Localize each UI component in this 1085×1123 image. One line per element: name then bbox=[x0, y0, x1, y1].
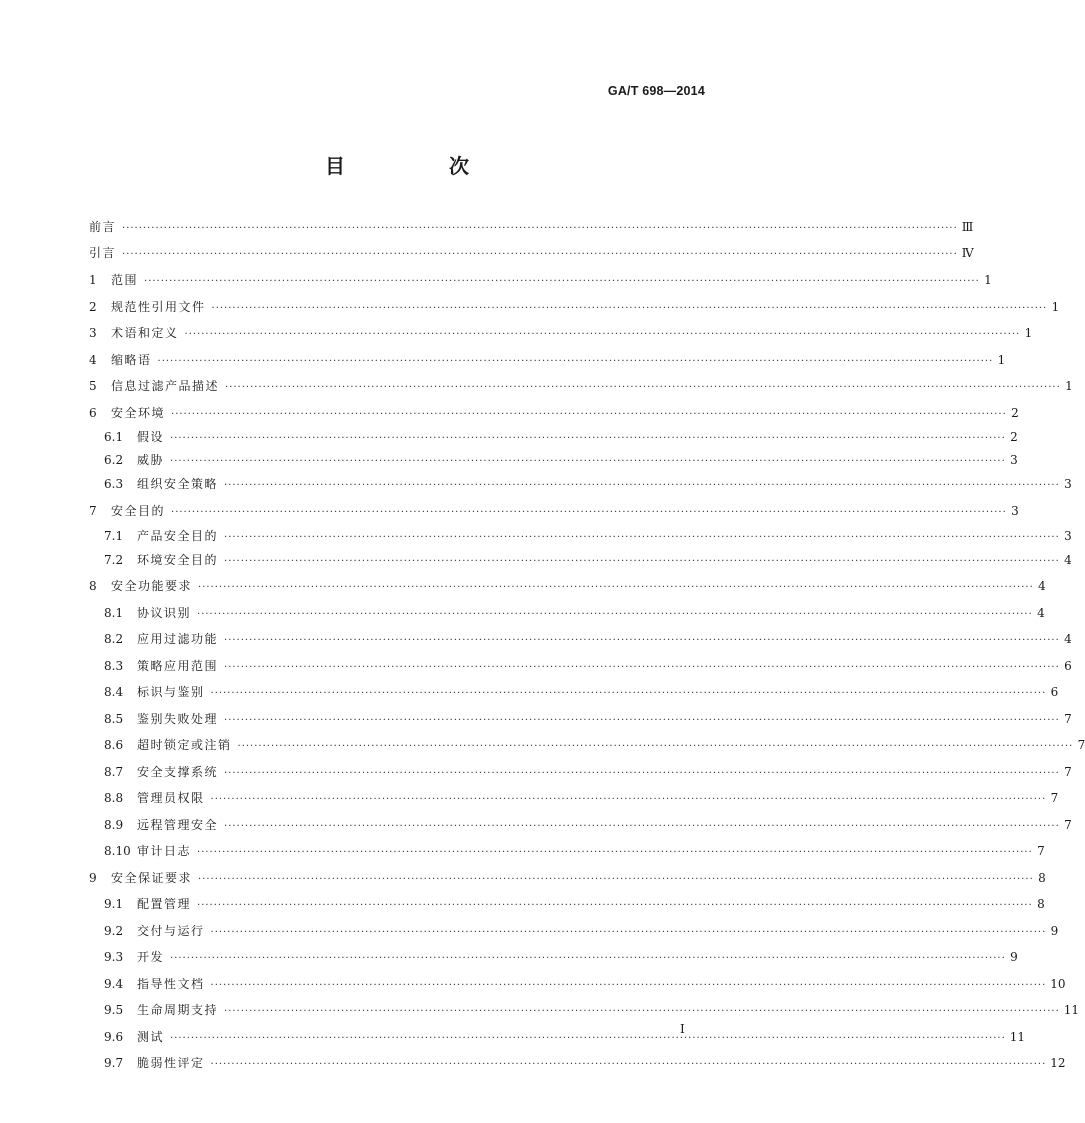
toc-entry[interactable] bbox=[89, 737, 1085, 755]
toc-leader-dots: ········································································································································································································ bbox=[224, 532, 1060, 543]
toc-entry[interactable] bbox=[89, 711, 1072, 729]
toc-entry-number: 9.5 bbox=[104, 1003, 124, 1017]
toc-entry-label: 范围 bbox=[111, 273, 139, 287]
toc-entry-number: 6 bbox=[89, 406, 97, 420]
toc-entry-label: 缩略语 bbox=[111, 353, 152, 367]
toc-entry-number: 7.1 bbox=[104, 529, 124, 543]
toc-entry-label: 前言 bbox=[89, 220, 117, 234]
toc-leader-dots: ········································································································································································································ bbox=[225, 382, 1061, 393]
toc-entry-page: 4 bbox=[1064, 553, 1072, 567]
toc-entry[interactable] bbox=[89, 352, 1006, 370]
toc-entry-label: 超时锁定或注销 bbox=[137, 738, 232, 752]
toc-leader-dots: ········································································································································································································ bbox=[197, 609, 1033, 620]
toc-leader-dots: ········································································································································································································ bbox=[170, 953, 1006, 964]
toc-leader-dots: ········································································································································································································ bbox=[210, 1059, 1047, 1070]
toc-entry-number: 8.2 bbox=[104, 632, 124, 646]
toc-entry-page: 7 bbox=[1064, 712, 1072, 726]
toc-leader-dots: ········································································································································································································ bbox=[170, 433, 1006, 444]
toc-leader-dots: ········································································································································································································ bbox=[210, 927, 1047, 938]
toc-entry[interactable] bbox=[89, 870, 1046, 888]
toc-entry-label: 威胁 bbox=[137, 453, 165, 467]
toc-entry-label: 指导性文档 bbox=[137, 977, 205, 991]
toc-entry-label: 测试 bbox=[137, 1030, 165, 1044]
toc-entry[interactable] bbox=[89, 503, 1019, 521]
toc-entry[interactable] bbox=[89, 790, 1059, 808]
toc-entry[interactable] bbox=[89, 245, 974, 263]
toc-entry[interactable] bbox=[89, 578, 1046, 596]
toc-entry-page: 1 bbox=[1065, 379, 1073, 393]
toc-entry-number: 8.4 bbox=[104, 685, 124, 699]
toc-entry-label: 规范性引用文件 bbox=[111, 300, 206, 314]
toc-entry-page: 1 bbox=[997, 353, 1006, 367]
toc-entry-number: 9.1 bbox=[104, 897, 124, 911]
toc-entry-page: 8 bbox=[1038, 871, 1046, 885]
toc-entry-number: 9.7 bbox=[104, 1056, 124, 1070]
toc-entry-number: 5 bbox=[89, 379, 97, 393]
toc-entry-number: 8 bbox=[89, 579, 97, 593]
toc-entry[interactable] bbox=[89, 605, 1045, 623]
toc-entry[interactable] bbox=[89, 843, 1045, 861]
toc-entry-number: 8.10 bbox=[104, 844, 131, 858]
toc-leader-dots: ········································································································································································································ bbox=[224, 821, 1060, 832]
toc-entry-page: 1 bbox=[1051, 300, 1060, 314]
toc-leader-dots: ········································································································································································································ bbox=[198, 874, 1034, 885]
toc-entry[interactable] bbox=[89, 272, 992, 290]
toc-entry-number: 6.3 bbox=[104, 477, 124, 491]
standard-code: GA/T 698—2014 bbox=[607, 84, 705, 98]
toc-entry-number: 1 bbox=[89, 273, 97, 287]
toc-entry[interactable] bbox=[89, 405, 1019, 423]
toc-entry-page: Ⅳ bbox=[961, 246, 974, 260]
toc-entry[interactable] bbox=[89, 1002, 1080, 1020]
toc-entry-page: 11 bbox=[1009, 1030, 1026, 1044]
toc-entry-page: 3 bbox=[1064, 529, 1072, 543]
toc-leader-dots: ········································································································································································································ bbox=[184, 329, 1021, 340]
toc-entry-page: 7 bbox=[1064, 818, 1072, 832]
toc-leader-dots: ········································································································································································································ bbox=[237, 741, 1074, 752]
toc-entry-number: 9.3 bbox=[104, 950, 124, 964]
toc-entry[interactable] bbox=[89, 1029, 1026, 1047]
toc-entry-label: 术语和定义 bbox=[111, 326, 179, 340]
toc-entry[interactable] bbox=[89, 976, 1066, 994]
toc-entry-page: 9 bbox=[1050, 924, 1059, 938]
toc-entry-page: 8 bbox=[1037, 897, 1045, 911]
toc-entry[interactable] bbox=[89, 476, 1072, 494]
toc-entry-label: 产品安全目的 bbox=[137, 529, 219, 543]
toc-entry-number: 7 bbox=[89, 504, 97, 518]
toc-leader-dots: ········································································································································································································ bbox=[224, 1006, 1060, 1017]
toc-entry-number: 9.2 bbox=[104, 924, 124, 938]
toc-entry[interactable] bbox=[89, 923, 1059, 941]
toc-entry[interactable] bbox=[89, 631, 1072, 649]
toc-entry[interactable] bbox=[89, 552, 1072, 570]
toc-entry-number: 8.5 bbox=[104, 712, 124, 726]
table-of-contents bbox=[89, 219, 1085, 1073]
toc-leader-dots: ········································································································································································································ bbox=[210, 688, 1047, 699]
toc-entry[interactable] bbox=[89, 378, 1073, 396]
toc-leader-dots: ········································································································································································································ bbox=[198, 582, 1034, 593]
toc-leader-dots: ········································································································································································································ bbox=[224, 480, 1060, 491]
toc-entry-label: 假设 bbox=[137, 430, 165, 444]
toc-leader-dots: ········································································································································································································ bbox=[224, 768, 1060, 779]
toc-entry-page: 6 bbox=[1050, 685, 1059, 699]
toc-entry-label: 标识与鉴别 bbox=[137, 685, 205, 699]
toc-entry-label: 应用过滤功能 bbox=[137, 632, 219, 646]
toc-leader-dots: ········································································································································································································ bbox=[224, 635, 1060, 646]
toc-entry[interactable] bbox=[89, 896, 1045, 914]
toc-entry[interactable] bbox=[89, 684, 1059, 702]
toc-entry-page: 7 bbox=[1077, 738, 1085, 752]
toc-leader-dots: ········································································································································································································ bbox=[170, 456, 1006, 467]
toc-entry-label: 鉴别失败处理 bbox=[137, 712, 219, 726]
toc-entry-label: 脆弱性评定 bbox=[137, 1056, 205, 1070]
toc-entry-number: 8.1 bbox=[104, 606, 124, 620]
toc-entry-label: 协议识别 bbox=[137, 606, 192, 620]
toc-entry[interactable] bbox=[89, 817, 1072, 835]
toc-entry[interactable] bbox=[89, 528, 1072, 546]
toc-entry-number: 8.6 bbox=[104, 738, 124, 752]
toc-entry-number: 9.4 bbox=[104, 977, 124, 991]
toc-entry-page: 10 bbox=[1050, 977, 1066, 991]
toc-entry-page: 4 bbox=[1064, 632, 1072, 646]
toc-entry-label: 策略应用范围 bbox=[137, 659, 219, 673]
toc-entry-label: 信息过滤产品描述 bbox=[111, 379, 220, 393]
toc-entry-number: 9.6 bbox=[104, 1030, 124, 1044]
toc-entry-label: 管理员权限 bbox=[137, 791, 205, 805]
toc-leader-dots: ········································································································································································································ bbox=[122, 223, 958, 234]
toc-entry-page: 7 bbox=[1050, 791, 1059, 805]
toc-entry[interactable] bbox=[89, 949, 1018, 967]
toc-entry-number: 8.9 bbox=[104, 818, 124, 832]
toc-entry[interactable] bbox=[89, 452, 1018, 470]
toc-entry-page: 3 bbox=[1064, 477, 1072, 491]
toc-entry-page: 7 bbox=[1037, 844, 1045, 858]
toc-entry-number: 8.8 bbox=[104, 791, 124, 805]
toc-entry-number: 8.7 bbox=[104, 765, 124, 779]
toc-entry-label: 组织安全策略 bbox=[137, 477, 219, 491]
page-number: I bbox=[680, 1022, 685, 1036]
toc-entry-page: 7 bbox=[1064, 765, 1072, 779]
toc-entry-page: 9 bbox=[1010, 950, 1018, 964]
toc-entry-label: 环境安全目的 bbox=[137, 553, 219, 567]
toc-entry[interactable] bbox=[89, 429, 1018, 447]
toc-leader-dots: ········································································································································································································ bbox=[224, 715, 1060, 726]
toc-entry-label: 安全目的 bbox=[111, 504, 166, 518]
toc-leader-dots: ········································································································································································································ bbox=[197, 900, 1033, 911]
toc-entry-label: 引言 bbox=[89, 246, 117, 260]
toc-entry-label: 安全功能要求 bbox=[111, 579, 193, 593]
toc-entry-label: 生命周期支持 bbox=[137, 1003, 219, 1017]
toc-entry-page: 4 bbox=[1037, 606, 1045, 620]
toc-entry-page: 1 bbox=[984, 273, 992, 287]
toc-entry-label: 审计日志 bbox=[137, 844, 192, 858]
toc-entry-label: 交付与运行 bbox=[137, 924, 205, 938]
toc-entry-page: 12 bbox=[1050, 1056, 1066, 1070]
toc-entry-page: 11 bbox=[1063, 1003, 1080, 1017]
toc-entry-label: 开发 bbox=[137, 950, 165, 964]
toc-entry[interactable] bbox=[89, 658, 1072, 676]
toc-leader-dots: ········································································································································································································ bbox=[144, 276, 980, 287]
toc-entry-page: 3 bbox=[1010, 453, 1018, 467]
toc-entry-label: 安全支撑系统 bbox=[137, 765, 219, 779]
toc-entry[interactable] bbox=[89, 219, 974, 237]
toc-entry-page: Ⅲ bbox=[961, 220, 974, 234]
toc-entry-page: 2 bbox=[1010, 430, 1018, 444]
toc-entry[interactable] bbox=[89, 1055, 1066, 1073]
toc-entry-label: 安全保证要求 bbox=[111, 871, 193, 885]
toc-leader-dots: ········································································································································································································ bbox=[157, 356, 994, 367]
toc-entry-number: 9 bbox=[89, 871, 97, 885]
toc-entry-number: 4 bbox=[89, 353, 97, 367]
toc-leader-dots: ········································································································································································································ bbox=[211, 303, 1048, 314]
toc-entry-number: 3 bbox=[89, 326, 97, 340]
toc-entry-page: 6 bbox=[1064, 659, 1072, 673]
toc-leader-dots: ········································································································································································································ bbox=[210, 794, 1047, 805]
toc-entry-number: 6.2 bbox=[104, 453, 124, 467]
toc-entry-page: 4 bbox=[1038, 579, 1046, 593]
toc-leader-dots: ········································································································································································································ bbox=[122, 249, 958, 260]
toc-leader-dots: ········································································································································································································ bbox=[224, 556, 1060, 567]
toc-leader-dots: ········································································································································································································ bbox=[197, 847, 1033, 858]
toc-leader-dots: ········································································································································································································ bbox=[224, 662, 1060, 673]
toc-entry-number: 6.1 bbox=[104, 430, 124, 444]
toc-entry-number: 8.3 bbox=[104, 659, 124, 673]
toc-entry-page: 1 bbox=[1024, 326, 1033, 340]
toc-entry[interactable] bbox=[89, 299, 1060, 317]
page-title: 目 次 bbox=[325, 154, 511, 178]
toc-leader-dots: ········································································································································································································ bbox=[210, 980, 1047, 991]
toc-leader-dots: ········································································································································································································ bbox=[170, 1033, 1006, 1044]
toc-entry[interactable] bbox=[89, 325, 1033, 343]
toc-entry-label: 配置管理 bbox=[137, 897, 192, 911]
toc-entry-page: 3 bbox=[1011, 504, 1019, 518]
toc-entry-label: 安全环境 bbox=[111, 406, 166, 420]
toc-leader-dots: ········································································································································································································ bbox=[171, 409, 1007, 420]
toc-entry-number: 7.2 bbox=[104, 553, 124, 567]
toc-entry[interactable] bbox=[89, 764, 1072, 782]
toc-entry-label: 远程管理安全 bbox=[137, 818, 219, 832]
toc-leader-dots: ········································································································································································································ bbox=[171, 507, 1007, 518]
toc-entry-number: 2 bbox=[89, 300, 97, 314]
toc-entry-page: 2 bbox=[1011, 406, 1019, 420]
